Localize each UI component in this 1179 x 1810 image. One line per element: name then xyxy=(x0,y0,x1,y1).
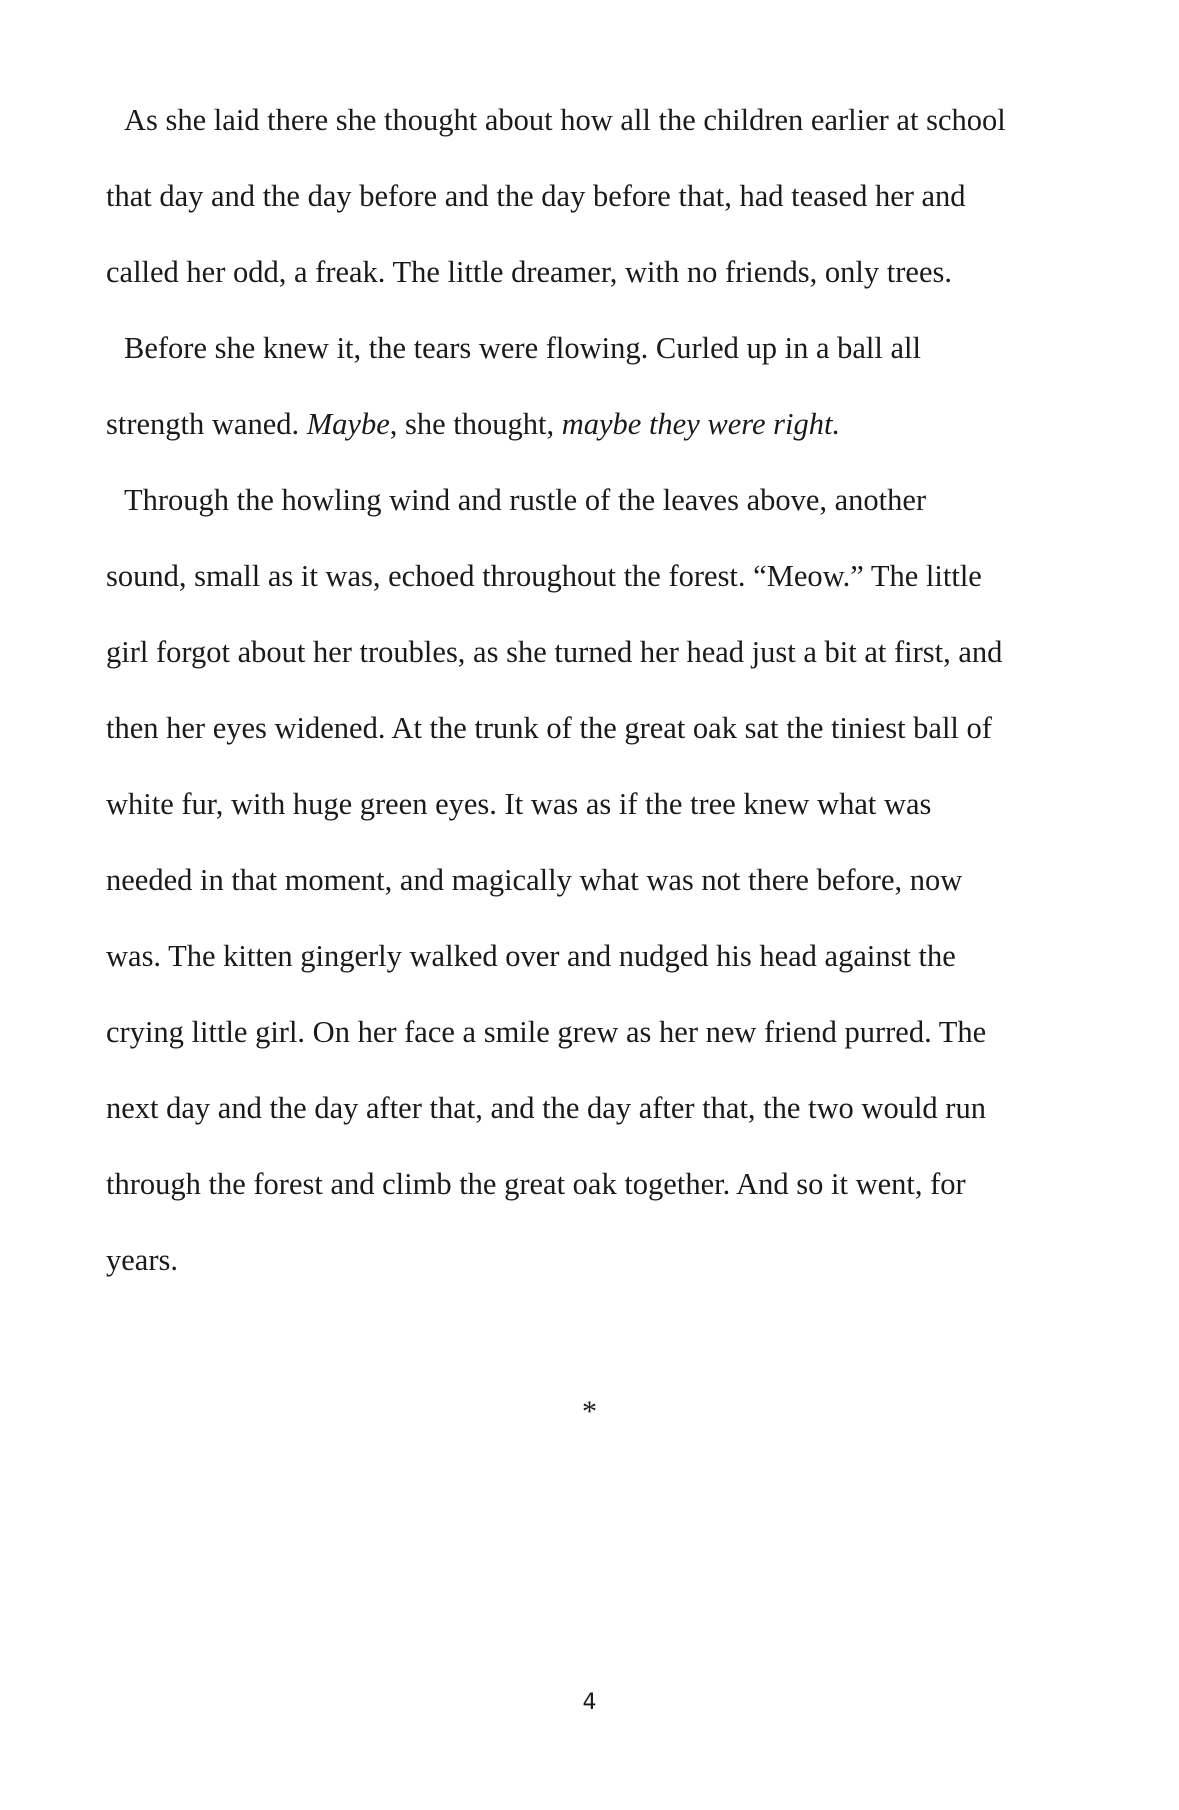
text-line-15: through the forest and climb the great oak together. And so it went, for xyxy=(106,1167,966,1201)
text-line-4: Before she knew it, the tears were flowing. Curled up in a ball all xyxy=(124,331,921,365)
text-line-3: called her odd, a freak. The little dreamer, with no friends, only trees. xyxy=(106,255,952,289)
italic-segment: maybe they were right. xyxy=(561,407,841,441)
text-line-9: then her eyes widened. At the trunk of the great oak sat the tiniest ball of xyxy=(106,711,992,745)
text-line-6: Through the howling wind and rustle of the leaves above, another xyxy=(124,483,927,517)
text-line-8: girl forgot about her troubles, as she turned her head just a bit at first, and xyxy=(106,635,1003,669)
text-line-10: white fur, with huge green eyes. It was as if the tree knew what was xyxy=(106,787,932,821)
section-separator: * xyxy=(582,1395,597,1428)
text-segment: , she thought, xyxy=(389,407,562,441)
text-line-16: years. xyxy=(106,1243,178,1277)
text-line-11: needed in that moment, and magically what was not there before, now xyxy=(106,863,963,897)
text-line-12: was. The kitten gingerly walked over and nudged his head against the xyxy=(106,939,956,973)
text-line-14: next day and the day after that, and the day after that, the two would run xyxy=(106,1091,986,1125)
italic-segment: Maybe xyxy=(306,407,390,441)
text-line-7: sound, small as it was, echoed throughout the forest. “Meow.” The little xyxy=(106,559,982,593)
text-line-1: As she laid there she thought about how all the children earlier at school xyxy=(124,103,1006,137)
text-line-2: that day and the day before and the day before that, had teased her and xyxy=(106,179,966,213)
text-line-13: crying little girl. On her face a smile grew as her new friend purred. The xyxy=(106,1015,987,1049)
page-number: 4 xyxy=(582,1690,597,1715)
text-line-5 xyxy=(106,404,1096,444)
text-segment: strength waned. xyxy=(106,407,307,441)
